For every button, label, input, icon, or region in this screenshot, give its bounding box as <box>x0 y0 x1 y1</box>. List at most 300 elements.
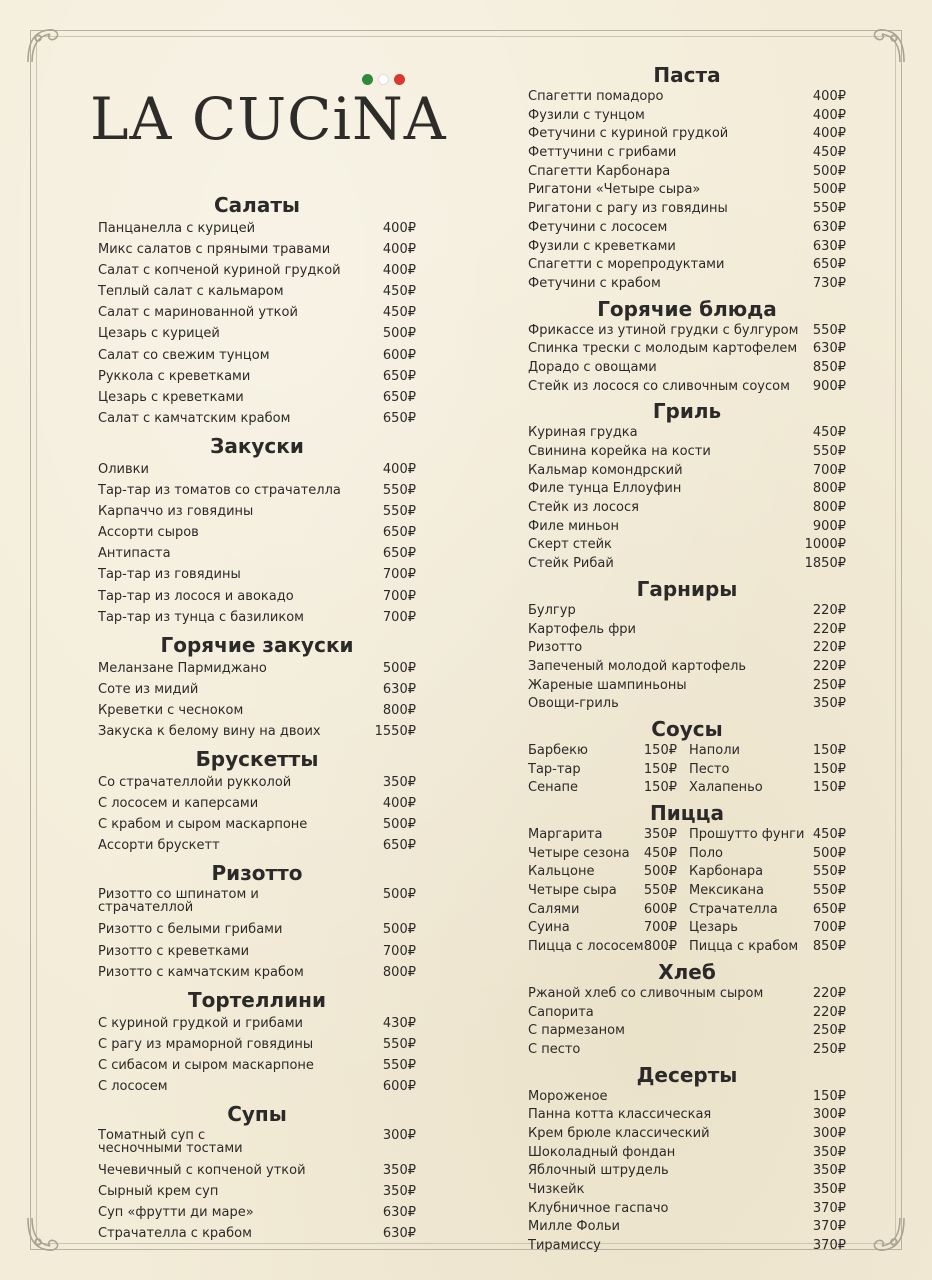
menu-item <box>528 863 677 882</box>
menu-item <box>528 1125 846 1144</box>
menu-item <box>98 323 416 344</box>
menu-item-name: Тар-тар <box>528 761 581 777</box>
menu-item <box>528 1088 846 1107</box>
menu-item <box>98 1055 416 1076</box>
menu-item-name: Тар-тар из тунца с базиликом <box>98 609 304 625</box>
menu-item-price: 250₽ <box>812 677 846 693</box>
menu-item-price: 500₽ <box>812 163 846 179</box>
menu-item <box>98 586 416 607</box>
menu-item-pair <box>528 938 846 957</box>
menu-item-price: 350₽ <box>812 696 846 712</box>
menu-item-name: С рагу из мраморной говядины <box>98 1036 314 1052</box>
menu-item-price: 700₽ <box>382 588 416 604</box>
menu-section <box>528 398 846 574</box>
menu-item-name: Сапорита <box>528 1004 594 1020</box>
menu-item-name: Суп «фрутти ди маре» <box>98 1205 254 1221</box>
menu-item-name: Мороженое <box>528 1088 608 1104</box>
menu-item-price: 450₽ <box>382 284 416 300</box>
menu-item-price: 700₽ <box>382 943 416 959</box>
menu-item-name: Крем брюле классический <box>528 1125 710 1141</box>
menu-item-price: 630₽ <box>812 219 846 235</box>
menu-item <box>677 742 846 761</box>
menu-item-price: 550₽ <box>812 864 846 880</box>
menu-item-price: 500₽ <box>643 864 677 880</box>
menu-item <box>528 359 846 378</box>
menu-item-name: Ассорти брускетт <box>98 838 220 854</box>
menu-item-price: 450₽ <box>382 305 416 321</box>
menu-item-name: Ржаной хлеб со сливочным сыром <box>528 985 764 1001</box>
corner-ornament-icon <box>866 1214 908 1256</box>
menu-item <box>98 1013 416 1034</box>
menu-item-price: 400₽ <box>382 263 416 279</box>
menu-item <box>528 378 846 397</box>
menu-item-price: 650₽ <box>382 389 416 405</box>
menu-item-name: Сырный крем суп <box>98 1184 219 1200</box>
menu-item-price: 550₽ <box>812 444 846 459</box>
menu-item <box>528 1144 846 1163</box>
menu-section <box>528 959 846 1060</box>
menu-item-name: Ризотто с камчатским крабом <box>98 964 304 980</box>
menu-item-name: Оливки <box>98 461 149 477</box>
menu-item-price: 250₽ <box>812 1041 846 1057</box>
menu-item-price: 500₽ <box>382 817 416 833</box>
menu-item-price: 150₽ <box>812 1088 846 1104</box>
corner-ornament-icon <box>24 1214 66 1256</box>
menu-item <box>98 522 416 543</box>
menu-section <box>98 1101 416 1244</box>
menu-item <box>528 462 846 481</box>
menu-item-pair <box>528 742 846 761</box>
menu-item-price: 150₽ <box>812 761 846 777</box>
menu-item-price: 350₽ <box>643 827 677 842</box>
menu-item <box>528 658 846 677</box>
menu-item <box>528 536 846 555</box>
menu-item-name: Соте из мидий <box>98 681 199 697</box>
menu-item-name: С пармезаном <box>528 1023 625 1039</box>
brand-name: LA CUCiNA <box>90 85 447 153</box>
menu-item-price: 1850₽ <box>804 556 846 572</box>
menu-item-name: С лососем и каперсами <box>98 796 259 812</box>
menu-item <box>98 260 416 281</box>
menu-item-price: 550₽ <box>812 201 846 217</box>
corner-ornament-icon <box>24 24 66 66</box>
menu-item <box>528 555 846 574</box>
menu-item-price: 350₽ <box>812 1163 846 1179</box>
menu-item <box>528 1218 846 1237</box>
menu-item-name: Запеченый молодой картофель <box>528 658 747 674</box>
menu-item-price: 1550₽ <box>374 723 416 739</box>
section-title: Горячие закуски <box>160 632 354 657</box>
menu-item-name: Со страчателлойи рукколой <box>98 775 292 791</box>
section-title: Паста <box>653 63 721 87</box>
menu-item-price: 800₽ <box>643 939 677 955</box>
menu-item-name: С куриной грудкой и грибами <box>98 1015 303 1031</box>
menu-item-name: Булгур <box>528 602 576 618</box>
menu-item-price: 650₽ <box>382 525 416 541</box>
menu-item <box>98 302 416 323</box>
menu-item-price: 220₽ <box>812 985 846 1001</box>
menu-item-name: Салями <box>528 901 580 917</box>
menu-item <box>98 501 416 522</box>
menu-item <box>528 200 846 219</box>
menu-item <box>98 919 416 940</box>
menu-item-price: 550₽ <box>382 1057 416 1073</box>
menu-item-name: Страчателла <box>689 901 778 917</box>
menu-item-price: 730₽ <box>812 275 846 291</box>
menu-item-price: 650₽ <box>382 838 416 854</box>
menu-item <box>98 480 416 501</box>
menu-item-name: Милле Фольи <box>528 1219 620 1235</box>
menu-item-name: Филе тунца Еллоуфин <box>528 481 682 497</box>
section-title: Гриль <box>652 399 722 424</box>
menu-section <box>528 296 846 397</box>
menu-item-name: Кальмар комондрский <box>528 462 683 478</box>
menu-item <box>528 1022 846 1041</box>
menu-item <box>528 1237 846 1256</box>
menu-item-price: 430₽ <box>382 1015 416 1031</box>
menu-item-name: Панна котта классическая <box>528 1107 712 1123</box>
menu-item-price: 630₽ <box>812 238 846 254</box>
menu-item-price: 650₽ <box>382 368 416 384</box>
menu-item-price: 550₽ <box>382 504 416 520</box>
menu-item-price: 220₽ <box>812 658 846 674</box>
menu-item <box>98 345 416 366</box>
menu-item-pair <box>528 919 846 938</box>
menu-item-pair <box>528 826 846 845</box>
menu-item <box>98 239 416 260</box>
menu-item-price: 650₽ <box>812 901 846 917</box>
menu-item-name: С сибасом и сыром маскарпоне <box>98 1057 314 1073</box>
menu-item <box>98 772 416 793</box>
menu-item-name: Чечевичный с копченой уткой <box>98 1163 306 1179</box>
menu-item <box>98 408 416 429</box>
menu-item-name: Цезарь с креветками <box>98 389 244 405</box>
menu-item-name: Меланзане Пармиджано <box>98 660 267 676</box>
menu-item <box>677 938 846 957</box>
menu-item-price: 400₽ <box>812 89 846 104</box>
menu-item <box>677 826 846 845</box>
menu-item-name: Свинина корейка на кости <box>528 444 711 459</box>
menu-section <box>98 746 416 856</box>
menu-item-name: Фетучини с куриной грудкой <box>528 126 729 142</box>
menu-item-price: 600₽ <box>382 347 416 363</box>
section-title: Гарниры <box>636 576 738 601</box>
menu-item-price: 150₽ <box>643 780 677 796</box>
menu-item <box>528 1004 846 1023</box>
menu-item <box>98 1127 416 1160</box>
menu-item <box>528 219 846 238</box>
menu-item-name: Суина <box>528 920 570 936</box>
menu-section <box>528 800 846 957</box>
menu-item <box>528 275 846 294</box>
menu-item-price: 500₽ <box>382 922 416 938</box>
menu-item <box>528 424 846 443</box>
menu-item <box>528 340 846 359</box>
menu-item-name: Филе миньон <box>528 518 619 534</box>
menu-item-name: Овощи-гриль <box>528 696 619 712</box>
menu-item-price: 450₽ <box>812 425 846 441</box>
menu-item <box>528 938 677 957</box>
menu-item-price: 370₽ <box>812 1200 846 1216</box>
menu-item-name: Клубничное гаспачо <box>528 1200 669 1216</box>
menu-item-pair <box>528 863 846 882</box>
menu-item-name: Страчателла с крабом <box>98 1226 252 1242</box>
menu-item-price: 500₽ <box>812 845 846 861</box>
menu-item-name: Фетучини с крабом <box>528 275 661 291</box>
menu-item-price: 550₽ <box>382 483 416 499</box>
menu-item-price: 650₽ <box>382 546 416 562</box>
menu-item <box>98 281 416 302</box>
menu-item-price: 500₽ <box>382 326 416 342</box>
section-title: Салаты <box>214 193 300 217</box>
menu-item <box>98 886 416 919</box>
menu-item-name: С песто <box>528 1041 581 1057</box>
menu-item-price: 650₽ <box>382 410 416 426</box>
menu-item-name: Маргарита <box>528 827 603 842</box>
menu-item <box>528 761 677 780</box>
menu-item-price: 550₽ <box>812 322 846 338</box>
menu-item-price: 630₽ <box>382 1205 416 1221</box>
menu-section <box>98 632 416 742</box>
menu-item <box>528 919 677 938</box>
menu-item <box>528 144 846 163</box>
menu-item-name: Скерт стейк <box>528 537 612 553</box>
menu-column-left <box>98 192 416 1248</box>
menu-item <box>528 779 677 798</box>
menu-item-name: Ассорти сыров <box>98 525 199 541</box>
menu-item-name: Яблочный штрудель <box>528 1163 669 1179</box>
menu-item <box>528 1041 846 1060</box>
menu-item-price: 220₽ <box>812 640 846 656</box>
menu-item-price: 700₽ <box>382 609 416 625</box>
menu-item <box>677 919 846 938</box>
menu-item-name: Мексикана <box>689 883 764 899</box>
menu-item-price: 600₽ <box>643 901 677 917</box>
menu-item <box>98 1223 416 1244</box>
menu-item-name: Салат с копченой куриной грудкой <box>98 263 341 279</box>
menu-item-price: 700₽ <box>382 567 416 583</box>
menu-item-name: Ризотто <box>528 640 583 656</box>
menu-item-price: 650₽ <box>812 257 846 273</box>
menu-item <box>98 700 416 721</box>
menu-item-price: 400₽ <box>382 796 416 812</box>
menu-item <box>677 901 846 920</box>
menu-item <box>677 761 846 780</box>
menu-item-name: Наполи <box>689 742 740 758</box>
menu-item <box>528 88 846 107</box>
menu-section <box>98 433 416 628</box>
menu-item-name: Стейк из лосося со сливочным соусом <box>528 378 790 394</box>
menu-item <box>528 256 846 275</box>
menu-item-price: 250₽ <box>812 1023 846 1039</box>
menu-item-name: Ризотто со шпинатом и страчателлой <box>98 887 259 915</box>
menu-item-price: 350₽ <box>382 1184 416 1200</box>
menu-item-price: 700₽ <box>812 920 846 936</box>
menu-item <box>98 459 416 480</box>
menu-item-name: Шоколадный фондан <box>528 1144 676 1160</box>
menu-item-price: 150₽ <box>643 742 677 758</box>
menu-item-name: Сенапе <box>528 780 579 796</box>
menu-item-name: Закуска к белому вину на двоих <box>98 723 321 739</box>
menu-item <box>98 607 416 628</box>
menu-item-name: Теплый салат с кальмаром <box>98 284 284 300</box>
menu-item <box>98 366 416 387</box>
menu-item-name: Стейк Рибай <box>528 556 614 572</box>
menu-item-price: 350₽ <box>382 1163 416 1179</box>
menu-item-name: Тар-тар из лосося и авокадо <box>98 588 294 604</box>
menu-item-name: Тирамиссу <box>528 1238 601 1254</box>
menu-item-name: Микс салатов с пряными травами <box>98 242 331 258</box>
menu-section <box>528 576 846 714</box>
section-title: Брускетты <box>195 747 319 772</box>
menu-item <box>98 658 416 679</box>
menu-item <box>98 835 416 856</box>
menu-item-pair <box>528 779 846 798</box>
menu-item-price: 300₽ <box>812 1125 846 1141</box>
section-title: Супы <box>227 1102 287 1127</box>
menu-item-price: 630₽ <box>382 1226 416 1242</box>
section-title: Горячие блюда <box>597 296 777 321</box>
menu-item-name: Кальцоне <box>528 864 595 880</box>
menu-item <box>528 443 846 462</box>
section-title: Ризотто <box>211 861 303 886</box>
menu-section <box>98 860 416 982</box>
menu-item-name: Дорадо с овощами <box>528 359 657 375</box>
menu-item-price: 220₽ <box>812 621 846 637</box>
menu-item-price: 300₽ <box>812 1107 846 1123</box>
menu-item <box>677 845 846 864</box>
menu-item <box>98 793 416 814</box>
menu-item-name: Тар-тар из говядины <box>98 567 241 583</box>
menu-section <box>528 62 846 294</box>
menu-item-name: Куриная грудка <box>528 425 638 441</box>
menu-item-name: Ригатони «Четыре сыра» <box>528 182 701 198</box>
menu-item-name: Креветки с чесноком <box>98 702 244 718</box>
menu-item-name: Халапеньо <box>689 780 763 796</box>
menu-item <box>528 518 846 537</box>
corner-ornament-icon <box>866 24 908 66</box>
menu-item-pair <box>528 901 846 920</box>
menu-item <box>98 941 416 962</box>
menu-item-name: Панцанелла с курицей <box>98 221 256 236</box>
menu-item-name: Фузили с тунцом <box>528 107 645 123</box>
menu-item-name: Салат со свежим тунцом <box>98 347 270 363</box>
menu-item <box>528 639 846 658</box>
menu-item-name: Чизкейк <box>528 1182 585 1197</box>
menu-item-pair <box>528 845 846 864</box>
menu-item <box>98 962 416 983</box>
menu-item-name: Прошутто фунги <box>689 827 805 842</box>
menu-item <box>98 543 416 564</box>
menu-item <box>98 1034 416 1055</box>
menu-item-price: 400₽ <box>382 242 416 258</box>
menu-item-name: Феттучини с грибами <box>528 145 677 161</box>
menu-item-price: 400₽ <box>812 107 846 123</box>
menu-item-name: Ризотто с креветками <box>98 943 250 959</box>
menu-item-price: 150₽ <box>643 761 677 777</box>
menu-item-price: 400₽ <box>382 221 416 236</box>
menu-item <box>98 1160 416 1181</box>
menu-item-price: 630₽ <box>382 681 416 697</box>
menu-item <box>98 1202 416 1223</box>
menu-item <box>528 845 677 864</box>
menu-item-price: 850₽ <box>812 359 846 375</box>
menu-column-right <box>528 62 846 1258</box>
menu-item <box>528 882 677 901</box>
menu-section <box>528 716 846 798</box>
menu-item-price: 900₽ <box>812 518 846 534</box>
menu-item-name: Фетучини с лососем <box>528 219 668 235</box>
menu-item <box>98 679 416 700</box>
menu-item-name: Ригатони с рагу из говядины <box>528 201 728 217</box>
section-title: Пицца <box>650 801 724 825</box>
menu-item <box>528 125 846 144</box>
menu-item <box>528 1181 846 1200</box>
menu-item-price: 630₽ <box>812 341 846 357</box>
menu-item-price: 220₽ <box>812 602 846 618</box>
section-title: Закуски <box>210 433 304 458</box>
menu-item-price: 350₽ <box>382 775 416 791</box>
menu-item-price: 350₽ <box>812 1144 846 1160</box>
menu-item-name: Барбекю <box>528 742 588 758</box>
menu-item <box>528 826 677 845</box>
menu-item-price: 450₽ <box>643 845 677 861</box>
menu-item-pair <box>528 761 846 780</box>
menu-item-price: 550₽ <box>382 1036 416 1052</box>
menu-item-name: Жареные шампиньоны <box>528 677 687 693</box>
menu-item <box>528 238 846 257</box>
menu-item-price: 400₽ <box>812 126 846 142</box>
menu-item-price: 450₽ <box>812 827 846 842</box>
menu-item <box>528 695 846 714</box>
menu-item-price: 900₽ <box>812 378 846 394</box>
menu-item-name: Спагетти помадоро <box>528 89 664 104</box>
menu-item <box>528 1162 846 1181</box>
menu-item-name: Салат с камчатским крабом <box>98 410 291 426</box>
menu-item-name: Песто <box>689 761 730 777</box>
menu-item-price: 300₽ <box>382 1128 416 1144</box>
section-title: Хлеб <box>658 959 716 984</box>
menu-item <box>677 863 846 882</box>
menu-item <box>98 1181 416 1202</box>
menu-item-price: 500₽ <box>812 182 846 198</box>
menu-item-name: Спагетти с морепродуктами <box>528 257 725 273</box>
menu-item-name: Фрикассе из утиной грудки с булгуром <box>528 322 799 338</box>
menu-item-name: Тар-тар из томатов со страчателла <box>98 483 341 499</box>
menu-item <box>528 322 846 341</box>
menu-item-price: 700₽ <box>643 920 677 936</box>
menu-item-price: 150₽ <box>812 742 846 758</box>
menu-item-price: 500₽ <box>382 660 416 676</box>
menu-item-name: Антипаста <box>98 546 171 562</box>
menu-item <box>528 1106 846 1125</box>
menu-item-price: 400₽ <box>382 461 416 477</box>
menu-item-name: Стейк из лосося <box>528 500 639 516</box>
menu-item-price: 550₽ <box>643 883 677 899</box>
menu-item <box>98 721 416 742</box>
menu-item-name: Пицца с крабом <box>689 939 799 955</box>
menu-item <box>528 742 677 761</box>
menu-item <box>528 621 846 640</box>
menu-item-pair <box>528 882 846 901</box>
menu-item-name: Четыре сыра <box>528 883 617 899</box>
menu-item-price: 370₽ <box>812 1238 846 1254</box>
menu-section <box>528 1062 846 1256</box>
brand-logo <box>90 72 447 157</box>
menu-item <box>528 985 846 1004</box>
menu-item <box>528 1200 846 1219</box>
menu-item-name: Четыре сезона <box>528 845 630 861</box>
